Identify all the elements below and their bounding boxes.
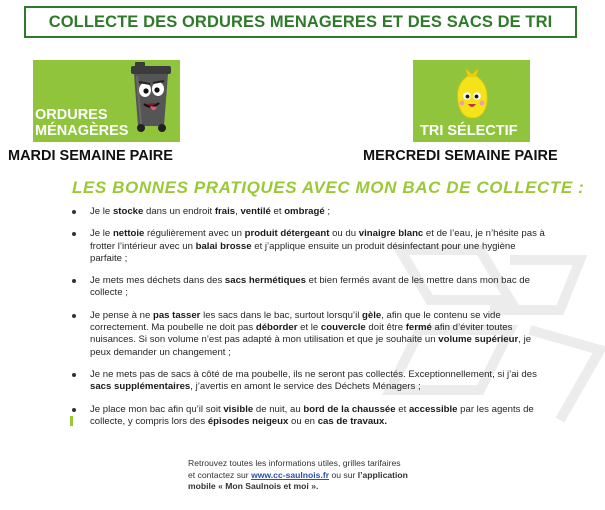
rule-text: et bien fermés avant de les mettre dans mon bac de collecte ; bbox=[90, 275, 530, 299]
rule-text: , je peux demander un changement ; bbox=[90, 334, 532, 358]
footer-line-1: Retrouvez toutes les informations utiles, grilles tarifaires bbox=[188, 458, 401, 468]
footer-info bbox=[188, 458, 468, 493]
rule-text: Je le bbox=[90, 206, 113, 217]
rule-text: Je mets mes déchets dans des bbox=[90, 275, 225, 287]
household-waste-schedule: MARDI SEMAINE PAIRE bbox=[8, 148, 173, 164]
rule-text: ou du bbox=[329, 228, 359, 240]
rule-text: Je place mon bac afin qu’il soit bbox=[90, 403, 224, 415]
rule-text: ; bbox=[324, 206, 331, 217]
margin-accent-mark bbox=[70, 416, 73, 426]
selective-sorting-schedule: MERCREDI SEMAINE PAIRE bbox=[363, 148, 558, 164]
rule-emphasis: frais bbox=[214, 206, 236, 217]
good-practices-list bbox=[70, 206, 550, 438]
rule-item bbox=[70, 310, 550, 359]
rule-text: et bbox=[270, 206, 285, 217]
rule-item bbox=[70, 275, 550, 300]
rule-text: afin d’éviter toutes nuisances. Si son volume n’est pas adapté à mon utilisation et que je souhaite un bbox=[90, 322, 513, 346]
website-link[interactable]: www.cc-saulnois.fr bbox=[251, 469, 330, 480]
rule-item bbox=[70, 369, 550, 394]
rule-text: , bbox=[235, 206, 241, 217]
rule-emphasis: volume supérieur bbox=[438, 334, 519, 346]
footer-app-name: mobile « Mon Saulnois et moi ». bbox=[188, 481, 319, 491]
selective-sorting-panel bbox=[413, 60, 530, 142]
rule-emphasis: stocke bbox=[112, 206, 144, 217]
household-waste-panel bbox=[33, 60, 180, 142]
rule-text: , afin que le contenu se vide correctement. Ma poubelle ne doit pas bbox=[90, 309, 501, 334]
rule-emphasis: ventilé bbox=[240, 206, 271, 217]
rule-emphasis: gèle bbox=[362, 309, 382, 321]
household-waste-label-1: ORDURES bbox=[35, 107, 108, 123]
rule-item bbox=[70, 404, 550, 429]
rule-emphasis: cas de travaux. bbox=[317, 415, 388, 427]
rule-emphasis: produit détergeant bbox=[244, 228, 330, 240]
rule-emphasis: vinaigre blanc bbox=[358, 228, 424, 240]
household-waste-label-2: MÉNAGÈRES bbox=[35, 123, 129, 139]
footer-line-2 bbox=[188, 470, 468, 482]
footer-text-b: ou sur bbox=[329, 469, 358, 480]
rule-emphasis: bord de la chaussée bbox=[303, 403, 396, 415]
rule-text: Je ne mets pas de sacs à côté de ma poubelle, ils ne seront pas collectés. Exceptionnellement, si j’ai des bbox=[90, 368, 537, 380]
rule-text: et de l’eau, je n’hésite pas à frotter l’intérieur avec un bbox=[90, 228, 545, 252]
rule-text: dans un endroit bbox=[143, 206, 215, 217]
page-title: COLLECTE DES ORDURES MENAGERES ET DES SACS DE TRI bbox=[48, 12, 553, 31]
rule-emphasis: sacs supplémentaires bbox=[90, 381, 191, 393]
rule-text: Je pense à ne bbox=[90, 309, 153, 321]
rule-text: par les agents de collecte, y compris lors des bbox=[90, 403, 534, 427]
rule-emphasis: balai brosse bbox=[195, 240, 252, 252]
rule-text: et bbox=[395, 403, 409, 415]
rule-text: et le bbox=[297, 322, 321, 334]
rule-text: de nuit, au bbox=[253, 403, 304, 415]
rule-emphasis: nettoie bbox=[112, 228, 145, 240]
rule-item bbox=[70, 228, 550, 265]
rule-emphasis: visible bbox=[223, 403, 254, 415]
title-banner bbox=[24, 6, 577, 38]
rule-text: les sacs dans le bac, surtout lorsqu’il bbox=[200, 309, 362, 321]
footer-text-a: et contactez sur bbox=[188, 469, 252, 480]
rule-emphasis: ombragé bbox=[284, 206, 325, 217]
rule-text: , j’avertis en amont le service des Déchets Ménagers ; bbox=[190, 381, 421, 393]
rule-emphasis: accessible bbox=[408, 403, 458, 415]
rule-emphasis: épisodes neigeux bbox=[207, 415, 289, 427]
rule-text: ou en bbox=[288, 415, 318, 427]
rule-item bbox=[70, 206, 550, 218]
rule-emphasis: sacs hermétiques bbox=[224, 275, 306, 287]
rule-text: et j’applique ensuite un produit désinfectant pour une hygiène parfaite ; bbox=[90, 240, 516, 264]
rule-text: Je le bbox=[90, 228, 113, 240]
rule-emphasis: déborder bbox=[255, 322, 298, 334]
good-practices-heading: LES BONNES PRATIQUES AVEC MON BAC DE COLLECTE : bbox=[72, 178, 585, 197]
rule-text: doit être bbox=[365, 322, 406, 334]
footer-app-label: l’application bbox=[357, 469, 408, 480]
rule-emphasis: pas tasser bbox=[152, 309, 201, 321]
selective-sorting-label: TRI SÉLECTIF bbox=[420, 123, 518, 139]
rule-emphasis: fermé bbox=[405, 322, 432, 334]
rule-emphasis: couvercle bbox=[320, 322, 366, 334]
rule-text: régulièrement avec un bbox=[144, 228, 245, 240]
footer-line-3 bbox=[188, 481, 468, 493]
